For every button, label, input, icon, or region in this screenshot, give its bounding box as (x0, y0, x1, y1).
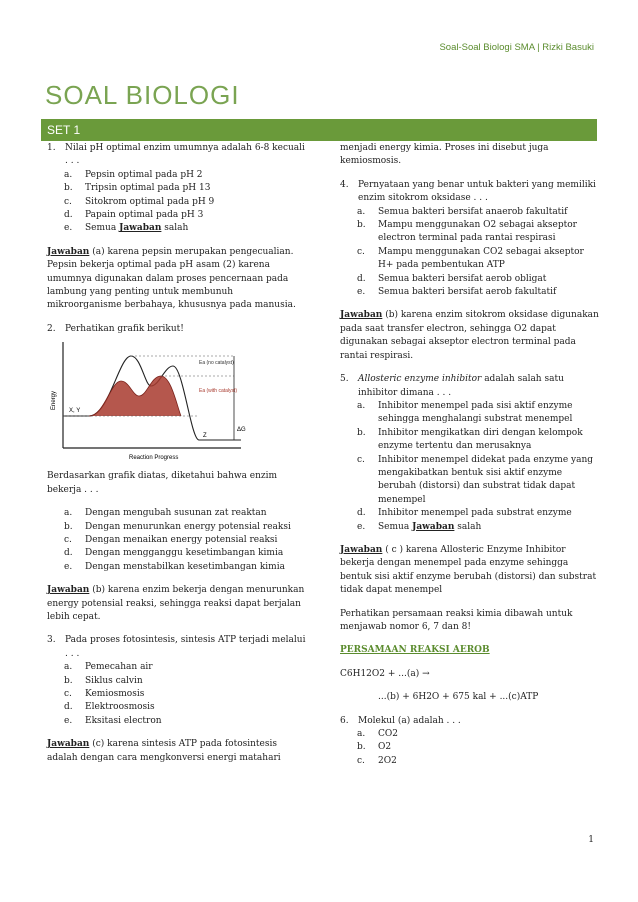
page-title: SOAL BIOLOGI (45, 80, 240, 110)
option: e. Semua Jawaban salah (64, 223, 189, 234)
option: c. Inhibitor menempel didekat pada enzyme yang mengakibatkan bentuk sisi aktif enzyme berubah (distorsi) dan substrat tidak dapat menempel (357, 454, 594, 505)
option: d. Papain optimal pada pH 3 (64, 210, 204, 221)
section-heading: PERSAMAAN REAKSI AEROB (340, 645, 490, 656)
question-1: 1. Nilai pH optimal enzim umumnya adalah 6-8 kecuali . . . (47, 143, 305, 167)
option: c. Kemiosmosis (64, 688, 145, 699)
option: d. Elektroosmosis (64, 702, 155, 713)
question-3: 3. Pada proses fotosintesis, sintesis ATP terjadi melalui . . . (47, 635, 306, 659)
answer-3-continued: menjadi energy kimia. Proses ini disebut juga kemiosmosis. (340, 143, 549, 167)
answer-2: Jawaban (b) karena enzim bekerja dengan menurunkan energy potensial reaksi, sehingga reaksi dapat berjalan lebih cepat. (47, 585, 305, 622)
energy-diagram (49, 336, 249, 466)
option: e. Semua Jawaban salah (357, 521, 482, 532)
option: d. Semua bakteri bersifat aerob obligat (357, 273, 547, 284)
delta-g-label: ΔG (237, 427, 246, 434)
option: a. CO2 (357, 729, 398, 740)
question-4: 4. Pernyataan yang benar untuk bakteri yang memiliki enzim sitokrom oksidase . . . (340, 179, 596, 204)
answer-5: Jawaban ( c ) karena Allosteric Enzyme Inhibitor bekerja dengan menempel pada enzyme sehingga bentuk sisi aktif enzyme berubah (distorsi) dan substrat tidak dapat menempel (340, 544, 597, 596)
option: b. Mampu menggunakan O2 sebagai akseptor electron terminal pada rantai respirasi (357, 220, 577, 244)
option: a. Pepsin optimal pada pH 2 (64, 169, 203, 180)
start-label: X, Y (69, 408, 81, 415)
end-label: Z (203, 433, 207, 440)
option: e. Semua bakteri bersifat aerob fakultatif (357, 287, 557, 298)
question-2-intro: Berdasarkan grafik diatas, diketahui bahwa enzim bekerja . . . (47, 471, 278, 495)
option: e. Eksitasi electron (64, 715, 162, 726)
option: c. Mampu menggunakan CO2 sebagai akseptor H+ pada pembentukan ATP (357, 246, 584, 271)
x-axis-label: Reaction Progress (129, 455, 179, 462)
page-header: Soal-Soal Biologi SMA | Rizki Basuki (439, 42, 594, 53)
question-6: 6. Molekul (a) adalah . . . (340, 715, 461, 726)
option: e. Dengan menstabilkan kesetimbangan kimia (64, 561, 285, 572)
question-2: 2. Perhatikan grafik berikut! (47, 323, 184, 334)
instruction-note: Perhatikan persamaan reaksi kimia dibawah untuk menjawab nomor 6, 7 dan 8! (340, 608, 573, 632)
answer-4: Jawaban (b) karena enzim sitokrom oksidase digunakan pada saat transfer electron, sehingga O2 dapat digunakan sebagai akseptor electron terminal pada rantai respirasi. (340, 310, 599, 361)
option: b. O2 (357, 742, 392, 753)
option: a. Pemecahan air (64, 662, 153, 673)
option: c. Sitokrom optimal pada pH 9 (64, 196, 215, 207)
set-banner: SET 1 (41, 119, 597, 141)
option: b. Tripsin optimal pada pH 13 (64, 183, 211, 194)
y-axis-label: Energy (51, 391, 57, 411)
option: a. Inhibitor menempel pada sisi aktif enzyme sehingga menghalangi substrat menempel (357, 400, 573, 425)
option: a. Semua bakteri bersifat anaerob fakultatif (357, 206, 568, 217)
question-5: 5. Allosteric enzyme inhibitor adalah salah satu inhibitor dimana . . . (340, 374, 564, 398)
equation-line-1: C6H12O2 + ...(a) → (340, 668, 430, 679)
ea-with-catalyst-label: Ea (with catalyst) (199, 388, 238, 395)
answer-3: Jawaban (c) karena sintesis ATP pada fotosintesis adalah dengan cara mengkonversi energi matahari (47, 739, 281, 763)
right-column (340, 142, 600, 768)
equation-line-2: ...(b) + 6H2O + 675 kal + ...(c)ATP (378, 692, 539, 703)
answer-1: Jawaban (a) karena pepsin merupakan pengecualian. Pepsin bekerja optimal pada pH asam (2) karena umumnya digunakan dalam proses pencernaan pada lambung yang penting untuk membunuh mikroorganisme berbahaya, khususnya pada manusia. (47, 246, 296, 311)
option: c. 2O2 (357, 755, 397, 766)
left-column (47, 142, 307, 765)
ea-no-catalyst-label: Ea (no catalyst) (199, 360, 234, 367)
option: b. Dengan menurunkan energy potensial reaksi (64, 521, 291, 532)
option: b. Siklus calvin (64, 675, 143, 686)
option: d. Dengan mengganggu kesetimbangan kimia (64, 548, 284, 559)
page-number: 1 (588, 835, 594, 845)
option: c. Dengan menaikan energy potensial reaksi (64, 534, 278, 545)
option: d. Inhibitor menempel pada substrat enzyme (357, 508, 572, 519)
option: b. Inhibitor mengikatkan diri dengan kelompok enzyme tertentu dan merusaknya (357, 427, 583, 452)
option: a. Dengan mengubah susunan zat reaktan (64, 508, 267, 519)
